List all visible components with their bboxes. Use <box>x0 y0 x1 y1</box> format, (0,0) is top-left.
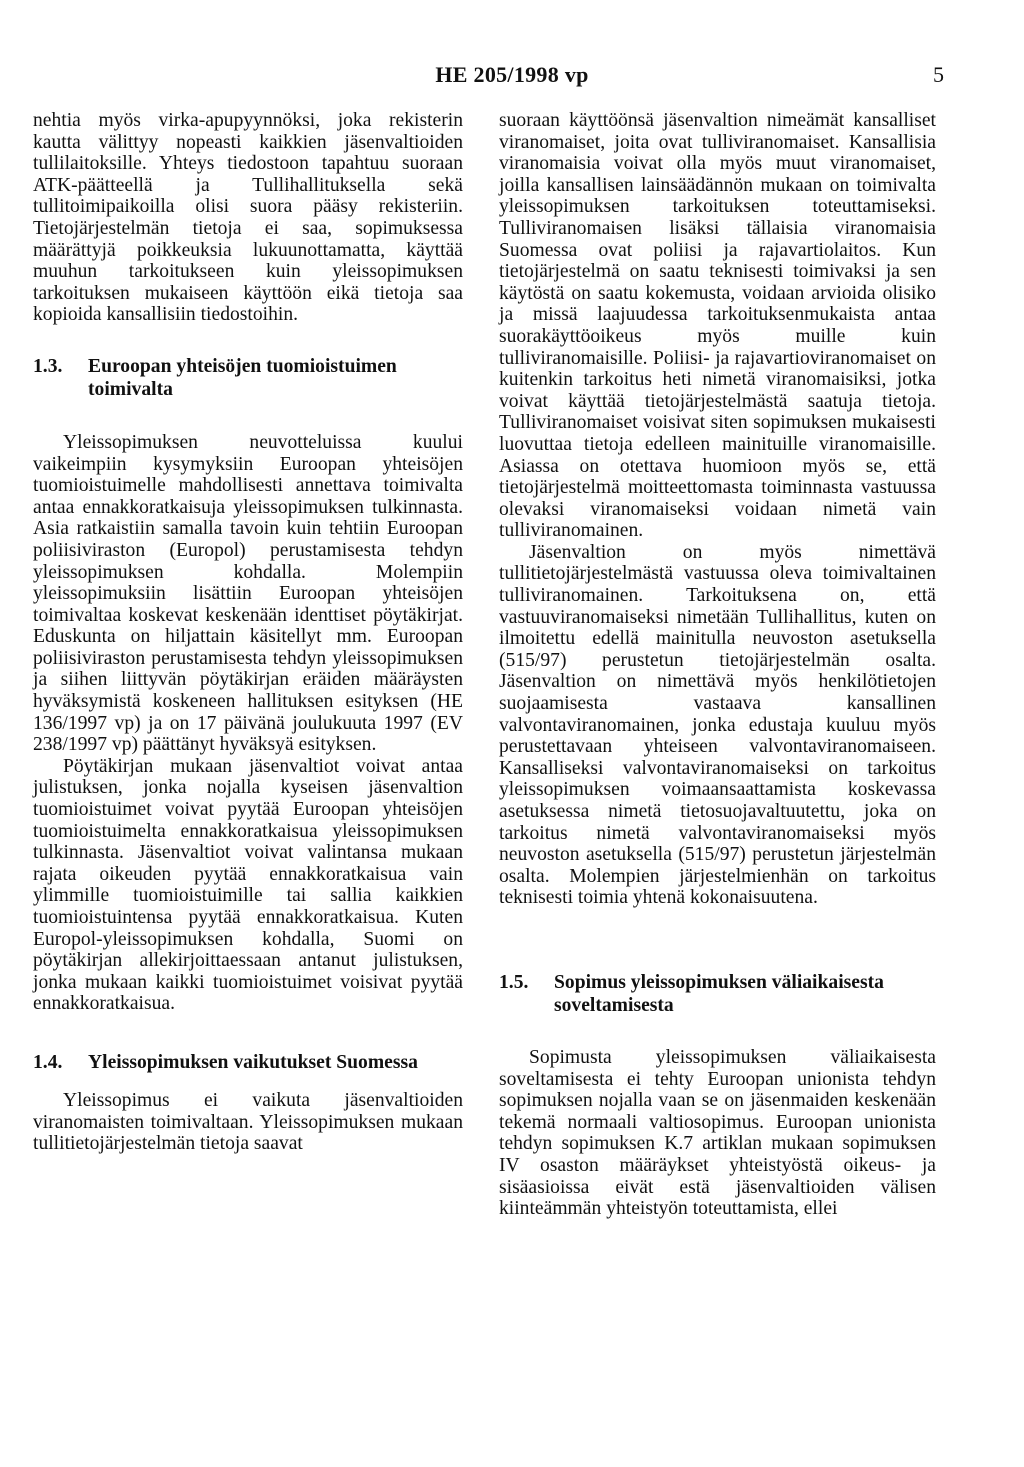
page-number: 5 <box>933 62 944 87</box>
section-heading-1-5 <box>499 971 936 1017</box>
section-title: Yleissopimuksen vaikutukset Suomessa <box>88 1051 418 1073</box>
right-column <box>499 110 936 1220</box>
left-paragraph-1: nehtia myös virka-apupyynnöksi, joka rekisterin kautta välittyy nopeasti kaikkien jäsenvaltioiden tullilaitoksille. Yhteys tiedostoon tapahtuu suoraan ATK-päätteellä ja Tullihallituksella sekä tullitoimipaikoilla olisi suora pääsy rekisteriin. Tietojärjestelmän tietoja ei saa, sopimuksessa määrättyjä poikkeuksia lukuunottamatta, käyttää muuhun tarkoitukseen kuin yleissopimuksen tarkoituksen mukaiseen käyttöön eikä tietoja saa kopioida kansallisiin tiedostoihin. <box>33 110 463 326</box>
section-number: 1.3. <box>33 355 63 377</box>
left-paragraph-3: Pöytäkirjan mukaan jäsenvaltiot voivat antaa julistuksen, jonka nojalla kyseisen jäsenvaltion tuomioistuimet voivat pyytää Euroopan yhteisöjen tuomioistuimelta ennakkoratkaisua yleissopimuksen tulkinnasta. Jäsenvaltiot voivat valintansa mukaan rajata oikeuden pyytää ennakkoratkaisua vain ylimmille tuomioistuimille tai sallia kaikkien tuomioistuintensa pyytää ennakkoratkaisua. Kuten Europol-yleissopimuksen kohdalla, Suomi on pöytäkirjan allekirjoittaessaan antanut julistuksen, jonka mukaan kaikki tuomioistuimet voisivat pyytää ennakkoratkaisua. <box>33 755 463 1015</box>
section-number: 1.5. <box>499 971 529 993</box>
right-paragraph-2: Jäsenvaltion on myös nimettävä tullitietojärjestelmästä vastuussa oleva toimivaltainen tulliviranomainen. Tarkoituksena on, että vastuuviranomaiseksi nimetään Tullihallitus, kuten on ilmoitettu edellä mainitulla neuvoston asetuksella (515/97) perustetun tietojärjestelmän osalta. Jäsenvaltion on nimettävä myös henkilötietojen suojaamisesta vastaava kansallinen valvontaviranomainen, jonka edustaja kuuluu myös perustettavaan yhteiseen valvontaviranomaiseen. Kansalliseksi valvontaviranomaiseksi on tarkoitus yleissopimuksen voimaansaattamista koskevassa asetuksessa nimetä tietosuojavaltuutettu, joka on tarkoitus nimetä valvontaviranomaiseksi myös neuvoston asetuksella (515/97) perustetun järjestelmän osalta. Molempien järjestelmienhän on tarkoitus teknisesti toimia yhtenä kokonaisuutena. <box>499 541 936 909</box>
section-title: Sopimus yleissopimuksen väliaikaisesta soveltamisesta <box>554 971 884 1016</box>
right-paragraph-3: Sopimusta yleissopimuksen väliaikaisesta soveltamisesta ei tehty Euroopan unionista tehdyn sopimuksen nojalla vaan se on jäsenmaiden keskenään tekemä normaali valtiosopimus. Euroopan unionista tehdyn sopimuksen K.7 artiklan mukaan sopimuksen IV osaston määräykset yhteistyöstä oikeus- ja sisäasioissa eivät estä jäsenvaltioiden välisen kiinteämmän yhteistyön toteuttamista, ellei <box>499 1046 936 1220</box>
document-header-title: HE 205/1998 vp <box>435 62 589 87</box>
section-title: Euroopan yhteisöjen tuomioistuimen toimivalta <box>88 355 397 400</box>
section-number: 1.4. <box>33 1051 63 1073</box>
section-heading-1-4 <box>33 1051 463 1074</box>
section-heading-1-3 <box>33 355 463 401</box>
right-paragraph-1: suoraan käyttöönsä jäsenvaltion nimeämät kansalliset viranomaiset, joita ovat tulliviranomaiset. Kansallisia viranomaisia voivat olla myös muut viranomaiset, joilla kansallisen lainsäädännön mukaan on toimivalta yleissopimuksen tarkoituksen toteuttamiseksi. Tulliviranomaisen lisäksi tällaisia viranomaisia Suomessa ovat poliisi ja rajavartiolaitos. Kun tietojärjestelmä on saatu teknisesti toimivaksi ja sen käytöstä on saatu kokemusta, voidaan arvioida olisiko ja missä laajuudessa tarkoituksenmukaista antaa suorakäyttöoikeus myös muille kuin tulliviranomaisille. Poliisi- ja rajavartioviranomaiset on kuitenkin tarkoitus heti nimetä viranomaisiksi, jotka voivat käyttää tietojärjestelmästä saatuja tietoja. Tulliviranomaiset voisivat siten sopimuksen mukaisesti luovuttaa tietoja edelleen mainituille viranomaisille. Asiassa on otettava huomioon myös se, että tietojärjestelmä moitteettomasta toiminnasta vastuussa olevaksi viranomaiseksi voidaan nimetä vain tulliviranomainen. <box>499 110 936 542</box>
left-column <box>33 110 463 1155</box>
left-paragraph-2: Yleissopimuksen neuvotteluissa kuului vaikeimpiin kysymyksiin Euroopan yhteisöjen tuomioistuimelle mahdollisesti annettava toimivalta antaa ennakkoratkaisuja yleissopimuksen tulkinnasta. Asia ratkaistiin samalla tavoin kuin tehtiin Euroopan poliisiviraston (Europol) perustamisesta tehdyn yleissopimuksen kohdalla. Molempiin yleissopimuksiin lisättiin Euroopan yhteisöjen toimivaltaa koskevat keskenään identtiset pöytäkirjat. Eduskunta on hiljattain käsitellyt mm. Euroopan poliisiviraston perustamisesta tehdyn yleissopimuksen ja siihen liittyvän pöytäkirjan eräiden määräysten hyväksymistä koskeneen hallituksen esityksen (HE 136/1997 vp) ja on 17 päivänä joulukuuta 1997 (EV 238/1997 vp) päättänyt hyväksyä esityksen. <box>33 431 463 756</box>
left-paragraph-4: Yleissopimus ei vaikuta jäsenvaltioiden viranomaisten toimivaltaan. Yleissopimuksen mukaan tullitietojärjestelmän tietoja saavat <box>33 1089 463 1155</box>
